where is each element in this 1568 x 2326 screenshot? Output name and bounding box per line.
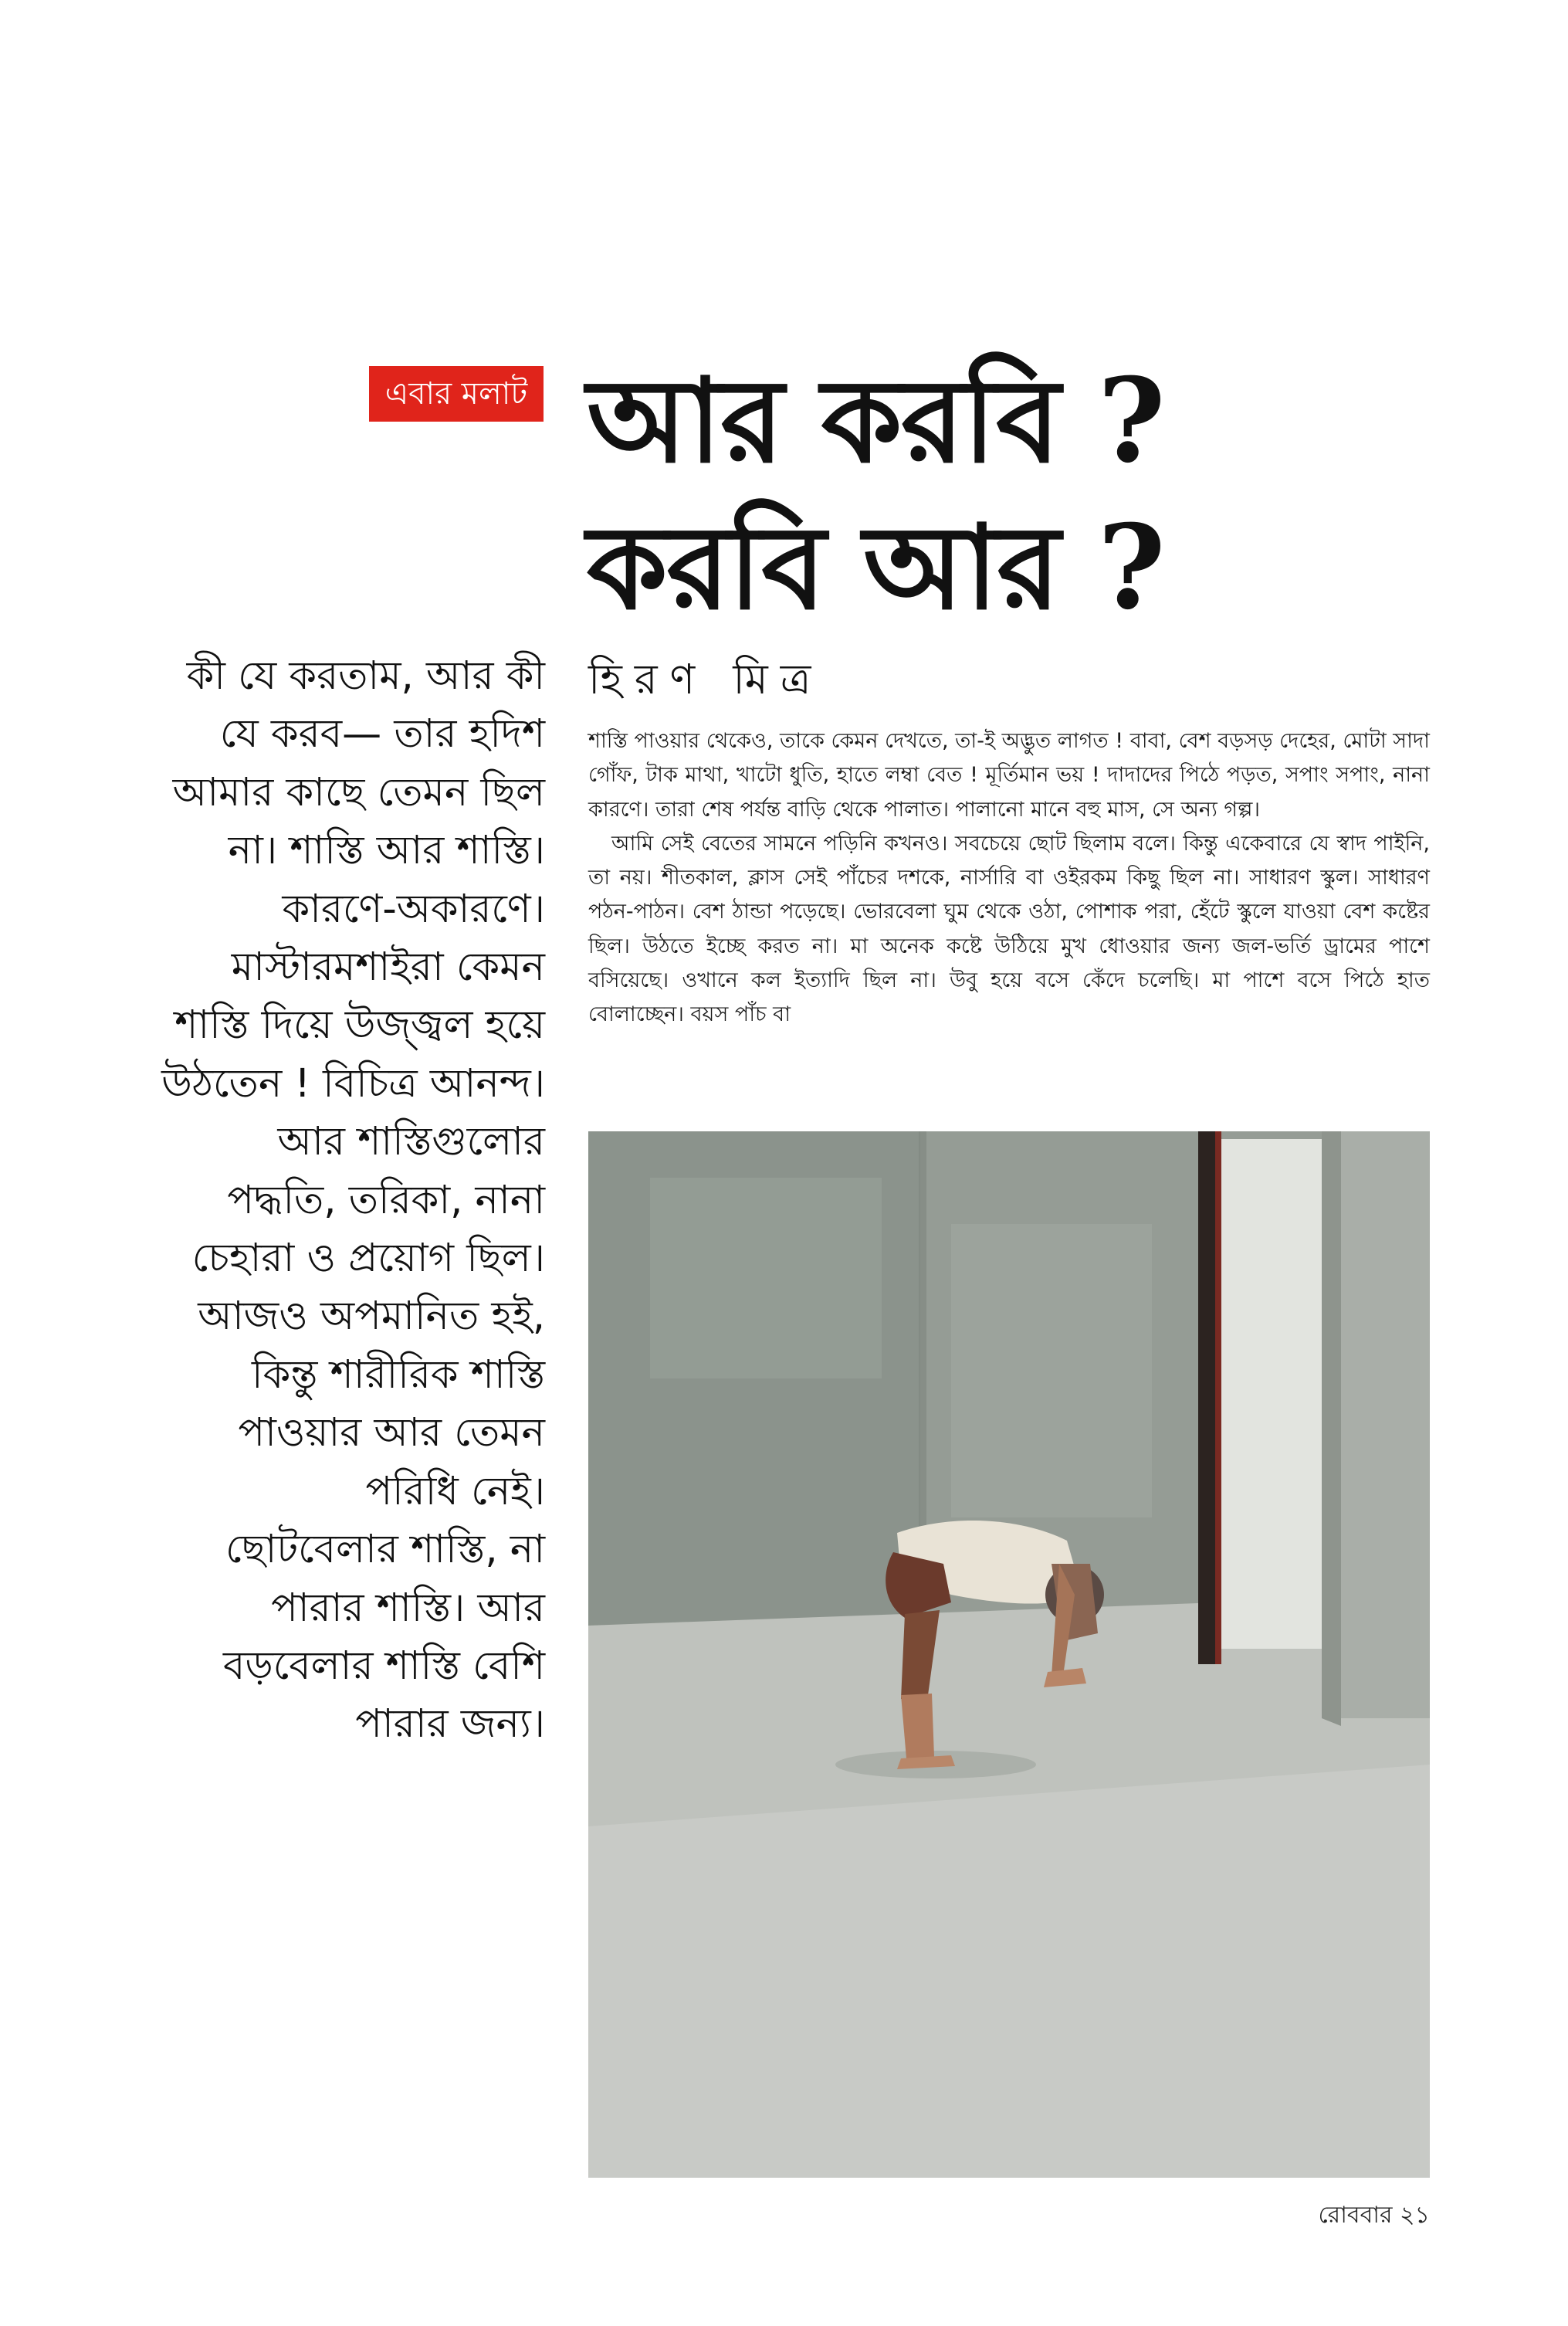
pull-quote-line: পদ্ধতি, তরিকা, নানা: [227, 1177, 545, 1223]
pull-quote-line: আজও অপমানিত হই,: [198, 1294, 545, 1340]
section-tag: এবার মলাট: [369, 366, 544, 422]
pull-quote-line: পরিধি নেই।: [365, 1468, 545, 1514]
pull-quote-line: মাস্টারমশাইরা কেমন: [231, 944, 545, 991]
article-body: [588, 724, 1430, 1032]
pull-quote-line: পারার জন্য।: [355, 1701, 545, 1748]
pull-quote-line: পাওয়ার আর তেমন: [238, 1410, 545, 1456]
headline-line-2: করবি আর ?: [587, 500, 1164, 636]
pull-quote-line: উঠতেন ! বিচিত্র আনন্দ।: [161, 1060, 545, 1107]
headline-line-1: আর করবি ?: [587, 353, 1164, 489]
pull-quote-line: পারার শাস্তি। আর: [271, 1585, 545, 1631]
pull-quote-line: কিন্তু শারীরিক শাস্তি: [251, 1351, 545, 1398]
pull-quote: [116, 647, 545, 1754]
pull-quote-line: শাস্তি দিয়ে উজ্জ্বল হয়ে: [174, 1002, 545, 1049]
pull-quote-line: না। শাস্তি আর শাস্তি।: [228, 828, 545, 874]
pull-quote-line: বড়বেলার শাস্তি বেশি: [222, 1643, 545, 1689]
article-photo: [588, 1131, 1430, 2178]
pull-quote-line: যে করব— তার হদিশ: [219, 711, 545, 758]
pull-quote-line: আর শাস্তিগুলোর: [277, 1119, 545, 1165]
pull-quote-line: কী যে করতাম, আর কী: [186, 653, 545, 699]
pull-quote-line: ছোটবেলার শাস্তি, না: [225, 1527, 545, 1573]
pull-quote-line: আমার কাছে তেমন ছিল: [172, 769, 545, 815]
photo-illustration: [588, 1131, 1430, 2178]
headline: [587, 348, 1436, 641]
page-footer: রোববার ২১: [1318, 2202, 1430, 2229]
pull-quote-line: কারণে-অকারণে।: [282, 886, 545, 932]
body-paragraph-2: আমি সেই বেতের সামনে পড়িনি কখনও। সবচেয়ে ছোট ছিলাম বলে। কিন্তু একেবারে যে স্বাদ পাইনি, তা নয়। শীতকাল, ক্লাস সেই পাঁচের দশকে, নার্সারি বা ওইরকম কিছু ছিল না। সাধারণ স্কুল। সাধারণ পঠন-পাঠন। বেশ ঠান্ডা পড়েছে। ভোরবেলা ঘুম থেকে ওঠা, পোশাক পরা, হেঁটে স্কুলে যাওয়া বেশ কষ্টের ছিল। উঠতে ইচ্ছে করত না। মা অনেক কষ্টে উঠিয়ে মুখ ধোওয়ার জন্য জল-ভর্তি ড্রামের পাশে বসিয়েছে। ওখানে কল ইত্যাদি ছিল না। উবু হয়ে বসে কেঁদে চলেছি। মা পাশে বসে পিঠে হাত বোলাচ্ছেন। বয়স পাঁচ বা: [588, 831, 1430, 1027]
author-byline: হিরণ মিত্র: [588, 655, 824, 704]
pull-quote-line: চেহারা ও প্রয়োগ ছিল।: [191, 1236, 545, 1282]
body-paragraph-1: শাস্তি পাওয়ার থেকেও, তাকে কেমন দেখতে, তা-ই অদ্ভুত লাগত ! বাবা, বেশ বড়সড় দেহের, মোটা সাদা গোঁফ, টাক মাথা, খাটো ধুতি, হাতে লম্বা বেত ! মূর্তিমান ভয় ! দাদাদের পিঠে পড়ত, সপাং সপাং, নানা কারণে। তারা শেষ পর্যন্ত বাড়ি থেকে পালাত। পালানো মানে বহু মাস, সে অন্য গল্প।: [588, 729, 1430, 822]
